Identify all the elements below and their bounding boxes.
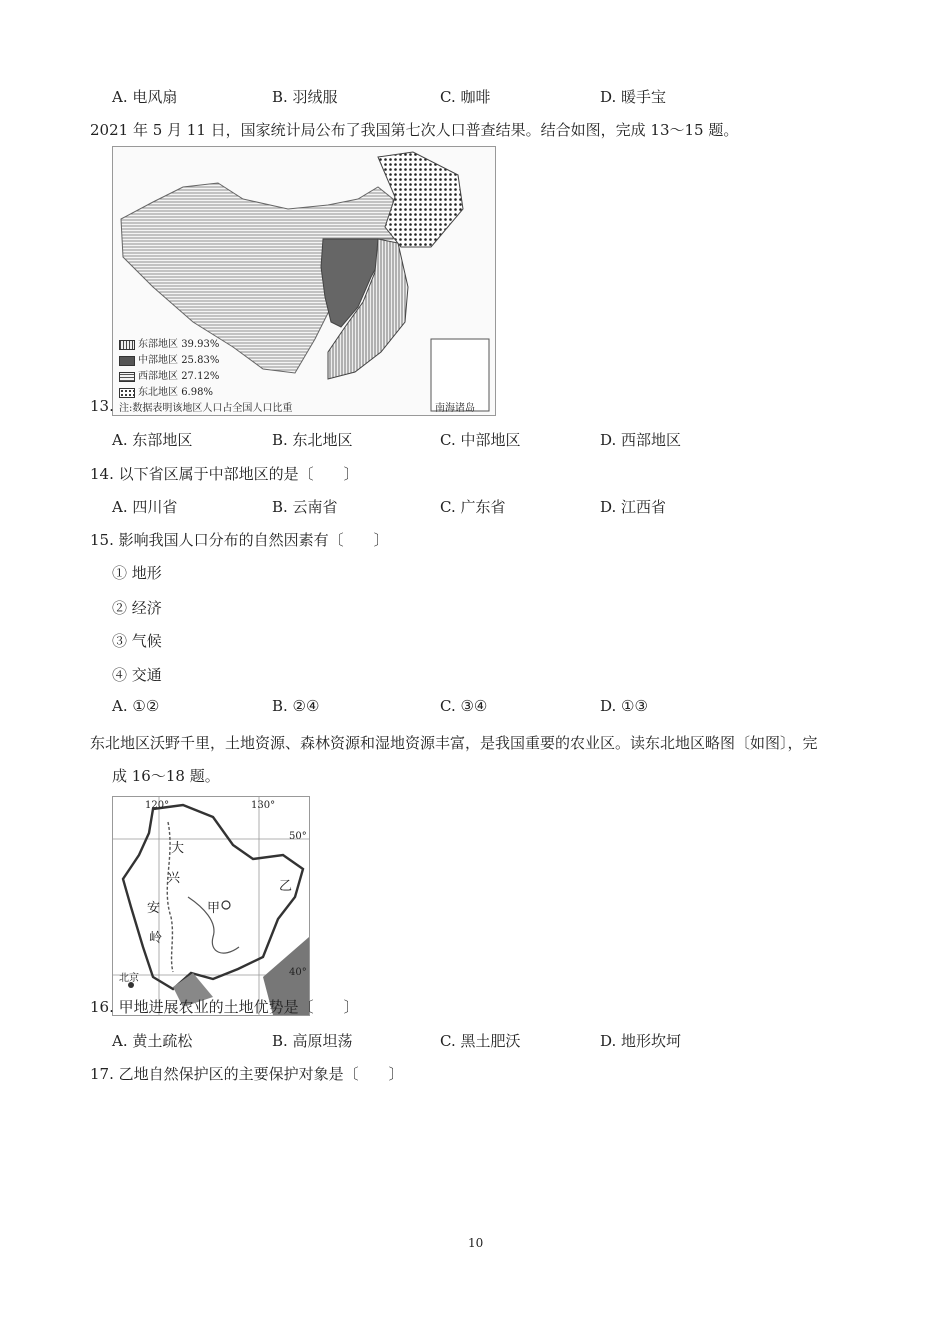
label-jia: 甲 [207,901,221,916]
q14-option-c: C. 广东省 [440,498,506,516]
q16-option-c: C. 黑土肥沃 [440,1032,521,1050]
q15-stem: 15. 影响我国人口分布的自然因素有〔 〕 [90,531,389,549]
label-an: 安 [147,901,161,916]
q15-item-4: ④ 交通 [112,666,162,684]
q17-stem: 17. 乙地自然保护区的主要保护对象是〔 〕 [90,1065,404,1083]
legend-central: 中部地区 25.83% [119,351,219,366]
china-population-map [112,146,496,416]
q15-option-b: B. ②④ [272,697,320,715]
intro-13-15: 2021 年 5 月 11 日，国家统计局公布了我国第七次人口普查结果。结合如图，完成 13～15 题。 [90,121,739,139]
lon-130-label: 130° [251,800,276,811]
q12-option-a: A. 电风扇 [112,88,178,106]
label-yi: 乙 [279,879,293,894]
lon-120-label: 120° [145,800,170,811]
q15-option-a: A. ①② [112,697,160,715]
q14-option-a: A. 四川省 [112,498,178,516]
label-xing: 兴 [167,871,181,886]
intro-16-18-line2: 成 16～18 题。 [112,767,220,785]
legend-east: 东部地区 39.93% [119,335,219,350]
q14-stem: 14. 以下省区属于中部地区的是〔 〕 [90,465,359,483]
q15-options [112,697,832,719]
q16-stem: 16. 甲地进展农业的土地优势是〔 〕 [90,998,359,1016]
legend-east-swatch [119,340,135,350]
q13-option-a: A. 东部地区 [112,431,193,449]
q13-option-b: B. 东北地区 [272,431,353,449]
q13-options [112,429,832,451]
intro-16-18-line1: 东北地区沃野千里，土地资源、森林资源和湿地资源丰富，是我国重要的农业区。读东北地区略图〔如图〕，完 [90,734,818,752]
northeast-china-map [112,796,310,1016]
legend-central-swatch [119,356,135,366]
inset-label: 南海诸岛 [435,403,475,414]
q15-item-1: ① 地形 [112,564,162,582]
lat-40-label: 40° [289,967,307,978]
q14-options [112,496,832,518]
q15-item-2: ② 经济 [112,599,162,617]
q12-options [112,86,832,108]
q16-option-d: D. 地形坎坷 [600,1032,682,1050]
q13-option-d: D. 西部地区 [600,431,682,449]
q14-option-b: B. 云南省 [272,498,338,516]
q16-options [112,1030,832,1052]
jia-marker [222,901,230,909]
q13-number: 13. [90,397,114,415]
legend-west-swatch [119,372,135,382]
legend-west: 西部地区 27.12% [119,367,219,382]
q12-option-b: B. 羽绒服 [272,88,338,106]
q14-option-d: D. 江西省 [600,498,667,516]
legend-northeast-swatch [119,388,135,398]
lat-50-label: 50° [289,831,307,842]
q13-option-c: C. 中部地区 [440,431,521,449]
map-note: 注:数据表明该地区人口占全国人口比重 [119,403,293,414]
q15-option-d: D. ①③ [600,697,648,715]
label-beijing: 北京 [119,973,139,984]
legend-northeast: 东北地区 6.98% [119,383,213,398]
q16-option-b: B. 高原坦荡 [272,1032,353,1050]
q15-option-c: C. ③④ [440,697,488,715]
label-ling: 岭 [149,931,163,946]
label-da: 大 [171,841,185,856]
q12-option-c: C. 咖啡 [440,88,491,106]
page-number: 10 [468,1236,484,1250]
q16-option-a: A. 黄土疏松 [112,1032,193,1050]
q12-option-d: D. 暖手宝 [600,88,667,106]
q15-item-3: ③ 气候 [112,632,162,650]
